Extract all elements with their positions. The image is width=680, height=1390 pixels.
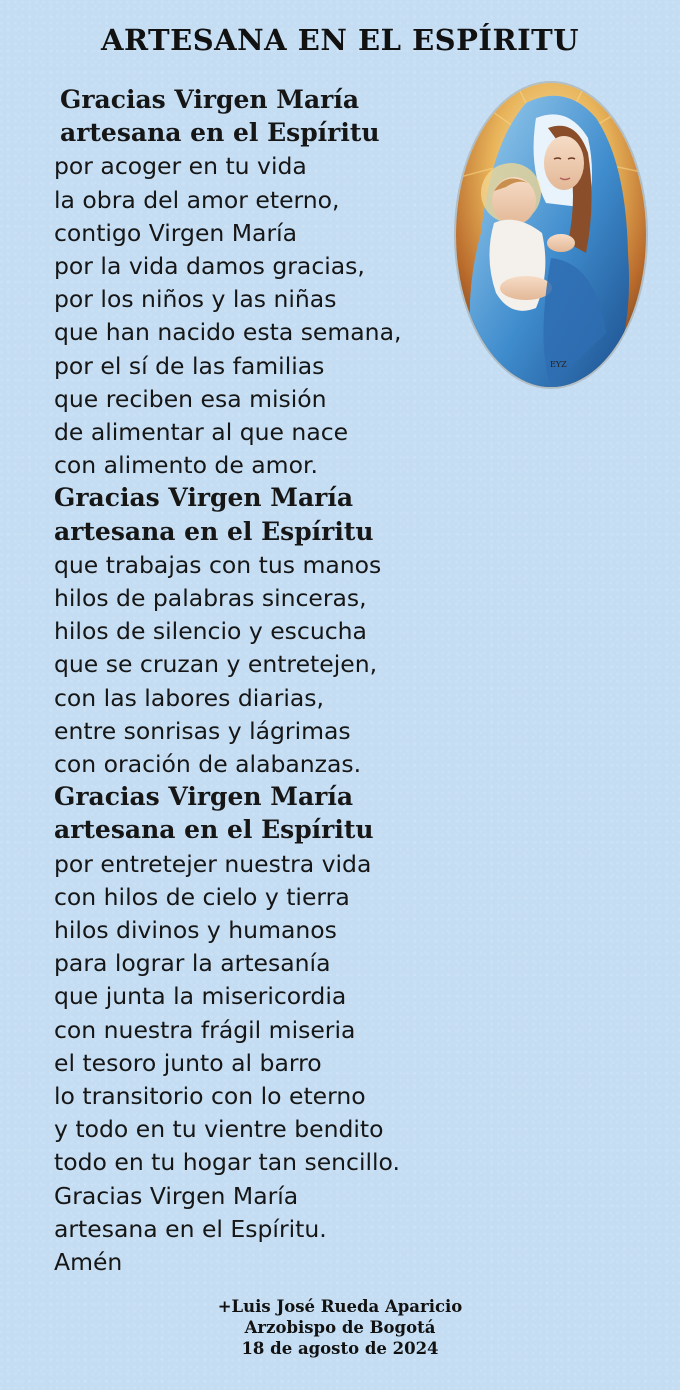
- poem-line: contigo Virgen María: [54, 218, 298, 247]
- poem-line: artesana en el Espíritu.: [54, 1214, 327, 1243]
- author-name: +Luis José Rueda Aparicio: [217, 1297, 463, 1316]
- poem-line: con las labores diarias,: [54, 683, 324, 712]
- poem-refrain-line: Gracias Virgen María: [60, 85, 360, 114]
- poem-line: que trabajas con tus manos: [54, 550, 382, 579]
- signature-block: [0, 1296, 680, 1359]
- signature-date: 18 de agosto de 2024: [241, 1339, 439, 1358]
- poem-line: que se cruzan y entretejen,: [54, 650, 378, 679]
- poem-line: entre sonrisas y lágrimas: [54, 716, 351, 745]
- poem-line: que han nacido esta semana,: [54, 318, 402, 347]
- poem-line: Gracias Virgen María: [54, 1181, 299, 1210]
- poem-line: con alimento de amor.: [54, 451, 318, 480]
- poem-line: lo transitorio con lo eterno: [54, 1082, 366, 1110]
- poem-line: por el sí de las familias: [54, 351, 325, 380]
- poem-line: por entretejer nuestra vida: [54, 849, 372, 878]
- poem-line: todo en tu hogar tan sencillo.: [54, 1148, 400, 1177]
- poem-line: la obra del amor eterno,: [54, 185, 340, 214]
- poem-line: de alimentar al que nace: [54, 418, 349, 446]
- poem-refrain-line: artesana en el Espíritu: [54, 516, 374, 546]
- poem-refrain-line: artesana en el Espíritu: [54, 815, 374, 845]
- poem-line: para lograr la artesanía: [54, 949, 331, 978]
- poem-line: con hilos de cielo y tierra: [54, 882, 350, 911]
- watermark-text: EYZ: [550, 360, 567, 369]
- poem-line: con oración de alabanzas.: [54, 750, 362, 778]
- poem-line: por acoger en tu vida: [54, 152, 307, 181]
- poem-refrain-line: Gracias Virgen María: [54, 483, 354, 513]
- poem-line: hilos de silencio y escucha: [54, 617, 367, 646]
- poem-line: que junta la misericordia: [54, 982, 347, 1011]
- poem-line: hilos divinos y humanos: [54, 916, 337, 944]
- poem-line: el tesoro junto al barro: [54, 1048, 322, 1077]
- poem-line: Amén: [54, 1248, 123, 1276]
- author-role: Arzobispo de Bogotá: [244, 1318, 436, 1337]
- poem-refrain-line: Gracias Virgen María: [54, 782, 354, 812]
- virgin-mary-with-child-icon: [456, 83, 646, 387]
- page-title: ARTESANA EN EL ESPÍRITU: [100, 23, 580, 57]
- poem-line: por la vida damos gracias,: [54, 252, 365, 280]
- poem-line: hilos de palabras sinceras,: [54, 584, 367, 612]
- poem-refrain-line: artesana en el Espíritu: [60, 118, 380, 148]
- poem-line: con nuestra frágil miseria: [54, 1015, 356, 1044]
- poem-line: y todo en tu vientre bendito: [54, 1115, 384, 1144]
- poem-line: que reciben esa misión: [54, 384, 327, 413]
- poem-line: por los niños y las niñas: [54, 285, 337, 314]
